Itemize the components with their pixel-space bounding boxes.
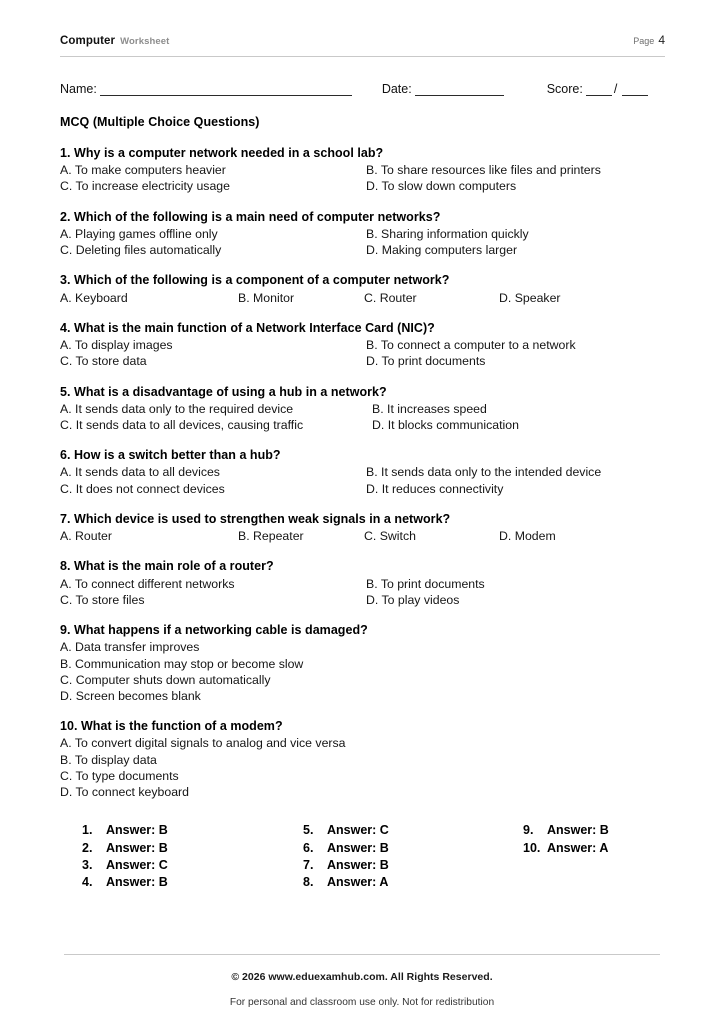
option-item[interactable]: D. Speaker [499, 290, 561, 305]
option-row [60, 226, 665, 242]
option-item[interactable]: B. To display data [60, 752, 157, 767]
option-row [60, 290, 665, 306]
option-item[interactable]: D. To connect keyboard [60, 785, 189, 800]
answer-key-number: 3. [82, 857, 93, 872]
option-row [60, 464, 665, 480]
question-block [60, 320, 665, 370]
answer-key-value: Answer: B [106, 823, 168, 838]
option-item[interactable]: A. To display images [60, 338, 173, 353]
option-item[interactable]: D. To play videos [366, 592, 460, 607]
answer-key-item [523, 840, 609, 857]
questions-list [60, 145, 665, 800]
option-item[interactable]: C. It sends data to all devices, causing traffic [60, 418, 304, 432]
question-block [60, 447, 665, 497]
option-item[interactable]: C. To type documents [60, 768, 179, 783]
option-item[interactable]: D. Making computers larger [366, 243, 518, 258]
section-title: MCQ (Multiple Choice Questions) [60, 115, 260, 129]
date-label: Date: [381, 82, 412, 96]
answer-key-number: 1. [82, 823, 93, 838]
question-text: 4. What is the main function of a Network Interface Card (NIC)? [60, 320, 435, 335]
answer-key-number: 8. [303, 875, 314, 890]
question-block [60, 718, 665, 800]
score-total-field[interactable] [622, 85, 648, 96]
option-item[interactable]: B. Communication may stop or become slow [60, 656, 304, 671]
answer-key-value: Answer: B [547, 823, 609, 838]
option-item[interactable]: A. Playing games offline only [60, 226, 218, 241]
document-header [60, 33, 665, 57]
question-text: 1. Why is a computer network needed in a school lab? [60, 146, 384, 160]
page-number: 4 [658, 33, 665, 47]
option-row [60, 481, 665, 497]
question-text: 7. Which device is used to strengthen weak signals in a network? [60, 511, 451, 526]
answer-key-item [82, 874, 303, 891]
option-item[interactable]: C. To increase electricity usage [60, 179, 230, 194]
question-text: 9. What happens if a networking cable is damaged? [60, 623, 368, 638]
usage-note-text: For personal and classroom use only. Not for redistribution [229, 997, 495, 1008]
option-list [60, 576, 665, 608]
answer-key-value: Answer: C [327, 823, 389, 838]
option-row [60, 337, 665, 353]
page-word-label: Page [633, 36, 655, 46]
option-item[interactable]: A. To make computers heavier [60, 163, 226, 178]
answer-key-number: 2. [82, 840, 93, 855]
option-item[interactable]: B. Monitor [238, 290, 295, 305]
option-row [60, 401, 665, 417]
answer-key-item [303, 822, 523, 839]
answer-key-item [523, 822, 609, 839]
answer-key-number: 9. [523, 823, 534, 838]
option-item[interactable]: D. To print documents [366, 354, 486, 369]
option-row [60, 353, 665, 369]
footer-divider [64, 954, 660, 955]
answer-key-item [303, 840, 523, 857]
option-row [60, 592, 665, 608]
answer-key-item [82, 840, 303, 857]
option-item[interactable]: D. Screen becomes blank [60, 688, 201, 703]
option-item[interactable]: B. It sends data only to the intended device [366, 465, 602, 480]
option-row [60, 242, 665, 258]
option-item[interactable]: B. It increases speed [372, 401, 487, 416]
option-item[interactable]: A. Data transfer improves [60, 640, 200, 655]
subject-name: Computer [60, 35, 116, 47]
option-item[interactable]: A. To connect different networks [60, 576, 235, 591]
option-item[interactable]: C. To store data [60, 354, 147, 369]
answer-key-value: Answer: C [106, 857, 168, 872]
option-list [60, 162, 665, 194]
option-item[interactable]: C. Router [364, 290, 417, 305]
option-item[interactable]: A. Keyboard [60, 290, 128, 305]
option-item[interactable]: C. Switch [364, 529, 416, 544]
answer-key-column [523, 822, 609, 891]
option-list [60, 337, 665, 369]
option-item[interactable]: D. It reduces connectivity [366, 481, 504, 496]
option-row [60, 576, 665, 592]
option-item[interactable]: D. Modem [499, 529, 556, 544]
option-row [60, 178, 665, 194]
option-list [60, 528, 665, 544]
question-block [60, 511, 665, 544]
answer-key-number: 5. [303, 823, 314, 838]
header-title-group [60, 35, 169, 47]
question-block [60, 384, 665, 434]
answer-key-value: Answer: B [106, 875, 168, 890]
name-label: Name: [60, 82, 97, 96]
option-item[interactable]: A. Router [60, 529, 112, 544]
option-item[interactable]: C. It does not connect devices [60, 481, 225, 496]
question-text: 8. What is the main role of a router? [60, 559, 274, 574]
option-item[interactable]: B. Sharing information quickly [366, 226, 529, 241]
question-text: 3. Which of the following is a component of a computer network? [60, 273, 450, 288]
option-row [60, 417, 665, 433]
answer-key-value: Answer: B [106, 840, 168, 855]
answer-key-value: Answer: B [327, 840, 389, 855]
question-block [60, 272, 665, 305]
answer-key-item [82, 857, 303, 874]
document-footer [64, 954, 660, 1008]
option-item[interactable]: A. To convert digital signals to analog and vice versa [60, 736, 346, 751]
option-list [60, 226, 665, 258]
option-row [60, 162, 665, 178]
answer-key-item [303, 857, 523, 874]
student-info-line [60, 79, 665, 96]
score-label: Score: [546, 82, 583, 96]
answer-key-column [82, 822, 303, 891]
option-item[interactable]: C. Computer shuts down automatically [60, 672, 271, 687]
answer-key-value: Answer: A [547, 840, 609, 855]
question-block [60, 145, 665, 195]
answer-key-number: 10. [523, 840, 541, 855]
answer-key [60, 822, 665, 891]
option-list [60, 290, 665, 306]
page-indicator [633, 33, 665, 47]
option-item[interactable]: B. To connect a computer to a network [366, 338, 576, 353]
question-block [60, 622, 665, 704]
option-item[interactable]: B. Repeater [238, 529, 304, 544]
copyright-text: © 2026 www.eduexamhub.com. All Rights Reserved. [231, 971, 493, 983]
answer-key-value: Answer: B [327, 857, 389, 872]
option-item[interactable]: A. It sends data to all devices [60, 465, 220, 480]
question-text: 2. Which of the following is a main need of computer networks? [60, 209, 441, 224]
option-item[interactable]: A. It sends data only to the required device [60, 401, 294, 416]
name-input-field[interactable] [100, 85, 352, 96]
option-row [60, 528, 665, 544]
answer-key-number: 7. [303, 857, 314, 872]
option-list [60, 639, 665, 704]
answer-key-number: 4. [82, 875, 93, 890]
score-earned-field[interactable] [586, 85, 612, 96]
question-block [60, 209, 665, 259]
option-list [60, 735, 665, 800]
answer-key-column [303, 822, 523, 891]
answer-key-value: Answer: A [327, 875, 389, 890]
sheet-type-label: Worksheet [120, 36, 170, 47]
option-item[interactable]: C. To store files [60, 592, 145, 607]
option-list [60, 464, 665, 496]
option-item[interactable]: C. Deleting files automatically [60, 243, 222, 258]
option-list [60, 401, 665, 433]
date-input-field[interactable] [415, 85, 504, 96]
answer-key-number: 6. [303, 840, 314, 855]
option-item[interactable]: B. To share resources like files and printers [366, 163, 601, 178]
question-text: 10. What is the function of a modem? [60, 719, 283, 734]
option-item[interactable]: D. To slow down computers [366, 179, 517, 194]
question-text: 5. What is a disadvantage of using a hub in a network? [60, 384, 387, 399]
answer-key-item [303, 874, 523, 891]
score-slash: / [613, 82, 618, 96]
option-item[interactable]: D. It blocks communication [372, 418, 519, 432]
question-block [60, 558, 665, 608]
answer-key-item [82, 822, 303, 839]
question-text: 6. How is a switch better than a hub? [60, 448, 281, 463]
option-item[interactable]: B. To print documents [366, 576, 485, 591]
